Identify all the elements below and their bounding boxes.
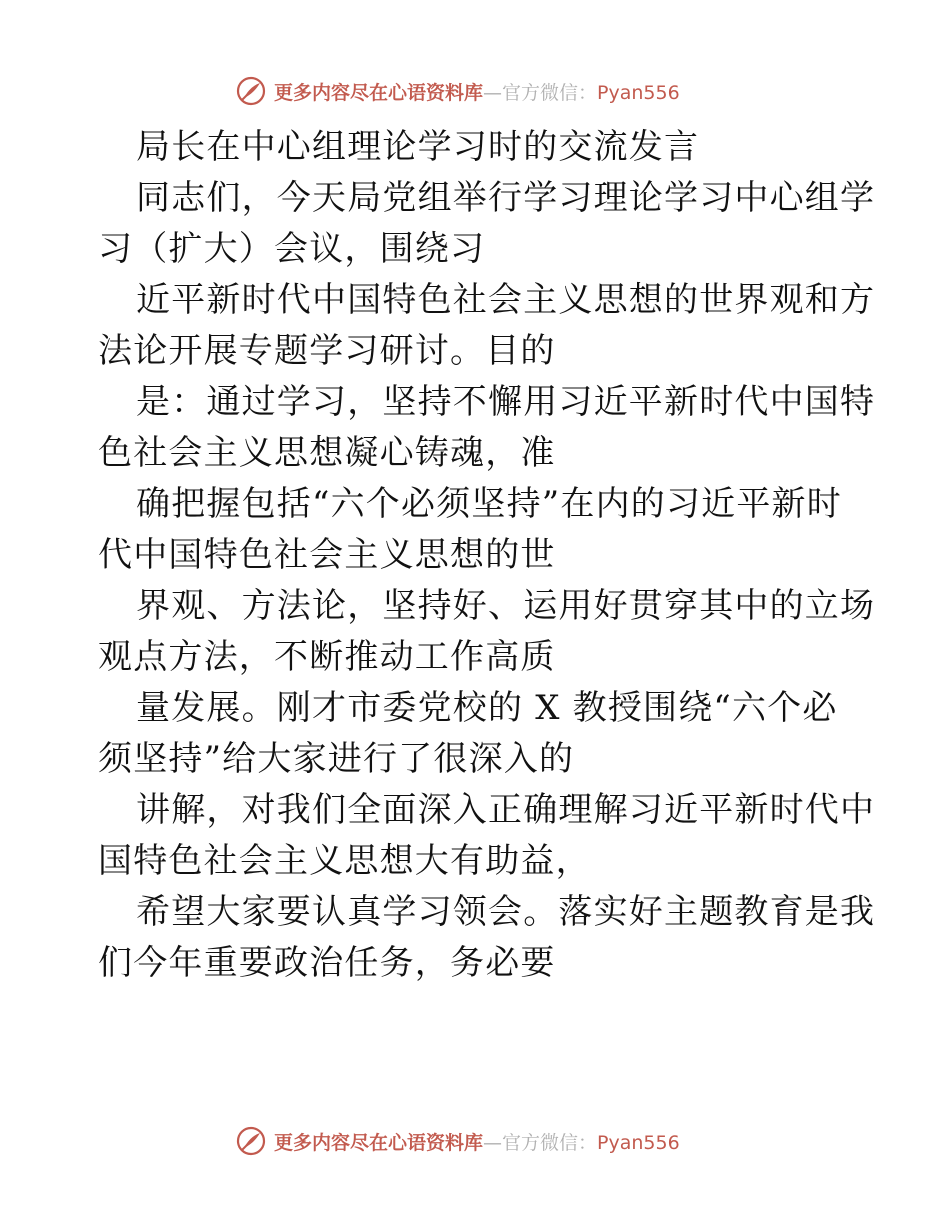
paragraph-line: 近平新时代中国特色社会主义思想的世界观和方 — [136, 280, 876, 320]
document-title: 局长在中心组理论学习时的交流发言 — [136, 127, 700, 167]
watermark-label — [274, 1128, 680, 1155]
document-body — [98, 122, 876, 989]
paragraph-line: 界观、方法论，坚持好、运用好贯穿其中的立场 — [136, 586, 876, 626]
paragraph-line: 代中国特色社会主义思想的世 — [98, 535, 556, 575]
watermark-id: Pyan556 — [597, 81, 680, 104]
watermark-dash: — — [483, 81, 503, 104]
header-watermark — [236, 74, 680, 108]
paragraph-line: 法论开展专题学习研讨。目的 — [98, 331, 556, 371]
watermark-label — [274, 78, 680, 105]
watermark-subtitle: 官方微信： — [502, 81, 598, 104]
paragraph-line: 色社会主义思想凝心铸魂，准 — [98, 433, 556, 473]
paragraph-line: 是：通过学习，坚持不懈用习近平新时代中国特 — [136, 382, 876, 422]
paragraph-line: 量发展。刚才市委党校的 X 教授围绕“六个必 — [136, 688, 838, 728]
watermark-title: 更多内容尽在心语资料库 — [274, 1131, 484, 1154]
paragraph-line: 国特色社会主义思想大有助益， — [98, 841, 591, 881]
watermark-id: Pyan556 — [597, 1131, 680, 1154]
paragraph-line: 须坚持”给大家进行了很深入的 — [98, 739, 575, 779]
footer-watermark — [236, 1124, 680, 1158]
feather-pen-logo-icon — [236, 76, 266, 106]
paragraph-line: 观点方法，不断推动工作高质 — [98, 637, 556, 677]
paragraph-line: 同志们，今天局党组举行学习理论学习中心组学 — [136, 178, 876, 218]
paragraph-line: 讲解，对我们全面深入正确理解习近平新时代中 — [136, 790, 876, 830]
feather-pen-logo-icon — [236, 1126, 266, 1156]
paragraph-line: 希望大家要认真学习领会。落实好主题教育是我 — [136, 892, 876, 932]
watermark-title: 更多内容尽在心语资料库 — [274, 81, 484, 104]
paragraph-line: 确把握包括“六个必须坚持”在内的习近平新时 — [136, 484, 842, 524]
watermark-subtitle: 官方微信： — [502, 1131, 598, 1154]
watermark-dash: — — [483, 1131, 503, 1154]
paragraph-line: 习（扩大）会议，围绕习 — [98, 229, 486, 269]
paragraph-line: 们今年重要政治任务，务必要 — [98, 943, 556, 983]
